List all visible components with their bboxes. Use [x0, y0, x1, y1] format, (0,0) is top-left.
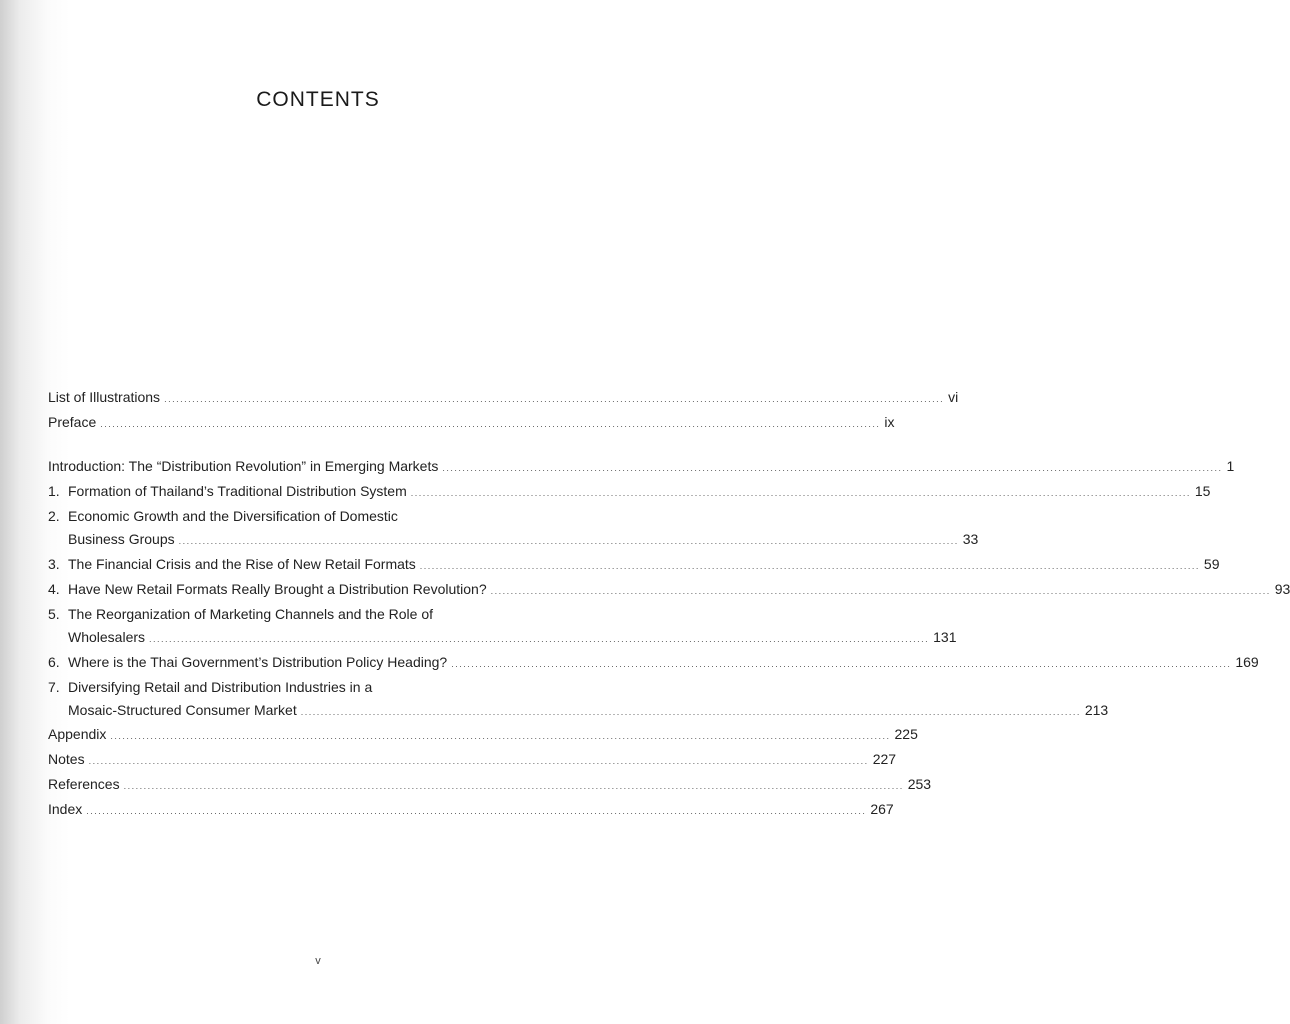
toc-entry-chapter-first-line — [48, 505, 556, 528]
leader-dots — [179, 530, 959, 553]
toc-entry-introduction — [48, 455, 1235, 480]
toc-entry — [48, 723, 918, 748]
toc-entry-chapter — [48, 553, 1220, 578]
toc-page-number: 225 — [894, 726, 918, 742]
toc-entry-label: Notes — [48, 751, 85, 767]
toc-page-number: 15 — [1194, 483, 1211, 499]
toc-page-number: 267 — [870, 801, 894, 817]
toc-entry-label: Index — [48, 801, 83, 817]
toc-main — [48, 455, 1290, 724]
toc-entry-label: Formation of Thailand’s Traditional Distribution System — [68, 483, 407, 499]
leader-dots — [110, 725, 890, 748]
toc-entry — [48, 773, 932, 798]
toc-entry-label: Mosaic-Structured Consumer Market — [68, 702, 297, 718]
toc-page-number: 169 — [1235, 654, 1259, 670]
toc-entry-chapter — [48, 626, 957, 651]
page-title: CONTENTS — [256, 88, 380, 111]
toc-page-number: 253 — [907, 776, 932, 792]
leader-dots — [89, 750, 869, 773]
toc-entry-label-line1: Diversifying Retail and Distribution Industries in a — [68, 679, 373, 695]
toc-entry-label: The Financial Crisis and the Rise of New Retail Formats — [68, 556, 416, 572]
toc-entry-label: Appendix — [48, 726, 107, 742]
toc-page-number: ix — [884, 414, 895, 430]
leader-dots — [411, 482, 1191, 505]
toc-page-number: 1 — [1226, 458, 1235, 474]
leader-dots — [164, 388, 944, 411]
toc-entry-label: List of Illustrations — [48, 389, 161, 405]
toc-entry-chapter — [48, 578, 1290, 603]
leader-dots — [124, 775, 904, 798]
toc-entry-chapter-first-line — [48, 676, 556, 699]
toc-entry-label: Business Groups — [68, 531, 175, 547]
toc-page-number: vi — [948, 389, 959, 405]
leader-dots — [491, 580, 1271, 603]
toc-page-number: 213 — [1084, 702, 1109, 718]
toc-entry-label: Introduction: The “Distribution Revolution” in Emerging Markets — [48, 458, 439, 474]
toc-page-number: 59 — [1203, 556, 1220, 572]
leader-dots — [442, 457, 1222, 480]
toc-front-matter — [48, 386, 959, 436]
toc-entry-label-line1: The Reorganization of Marketing Channels and the Role of — [68, 606, 433, 622]
chapter-number: 3. — [48, 556, 60, 572]
leader-dots — [301, 701, 1081, 724]
toc-page-number: 33 — [962, 531, 979, 547]
toc-page-number: 93 — [1274, 581, 1290, 597]
toc-entry-label: References — [48, 776, 120, 792]
toc-entry-label: Preface — [48, 414, 97, 430]
toc-entry-chapter — [48, 528, 979, 553]
toc-entry — [48, 411, 895, 436]
toc-entry-label: Have New Retail Formats Really Brought a Distribution Revolution? — [68, 581, 487, 597]
toc-entry-label-line1: Economic Growth and the Diversification of Domestic — [68, 508, 398, 524]
chapter-number: 4. — [48, 581, 60, 597]
toc-entry-chapter-first-line — [48, 603, 556, 626]
toc-back-matter — [48, 723, 932, 823]
toc-entry-chapter — [48, 699, 1109, 724]
leader-dots — [86, 800, 866, 823]
leader-dots — [149, 628, 929, 651]
leader-dots — [100, 413, 880, 436]
chapter-number: 5. — [48, 606, 60, 622]
toc-entry — [48, 748, 897, 773]
toc-entry-chapter — [48, 480, 1211, 505]
chapter-number: 2. — [48, 508, 60, 524]
chapter-number: 1. — [48, 483, 60, 499]
toc-entry-chapter — [48, 651, 1259, 676]
toc-entry — [48, 798, 894, 823]
toc-entry-label: Wholesalers — [68, 629, 146, 645]
page-number-folio: v — [315, 955, 321, 967]
chapter-number: 7. — [48, 679, 60, 695]
leader-dots — [451, 653, 1231, 676]
toc-page-number: 131 — [933, 629, 957, 645]
leader-dots — [420, 555, 1200, 578]
toc-entry-label: Where is the Thai Government’s Distribution Policy Heading? — [68, 654, 448, 670]
toc-page-number: 227 — [872, 751, 897, 767]
toc-entry — [48, 386, 959, 411]
chapter-number: 6. — [48, 654, 60, 670]
